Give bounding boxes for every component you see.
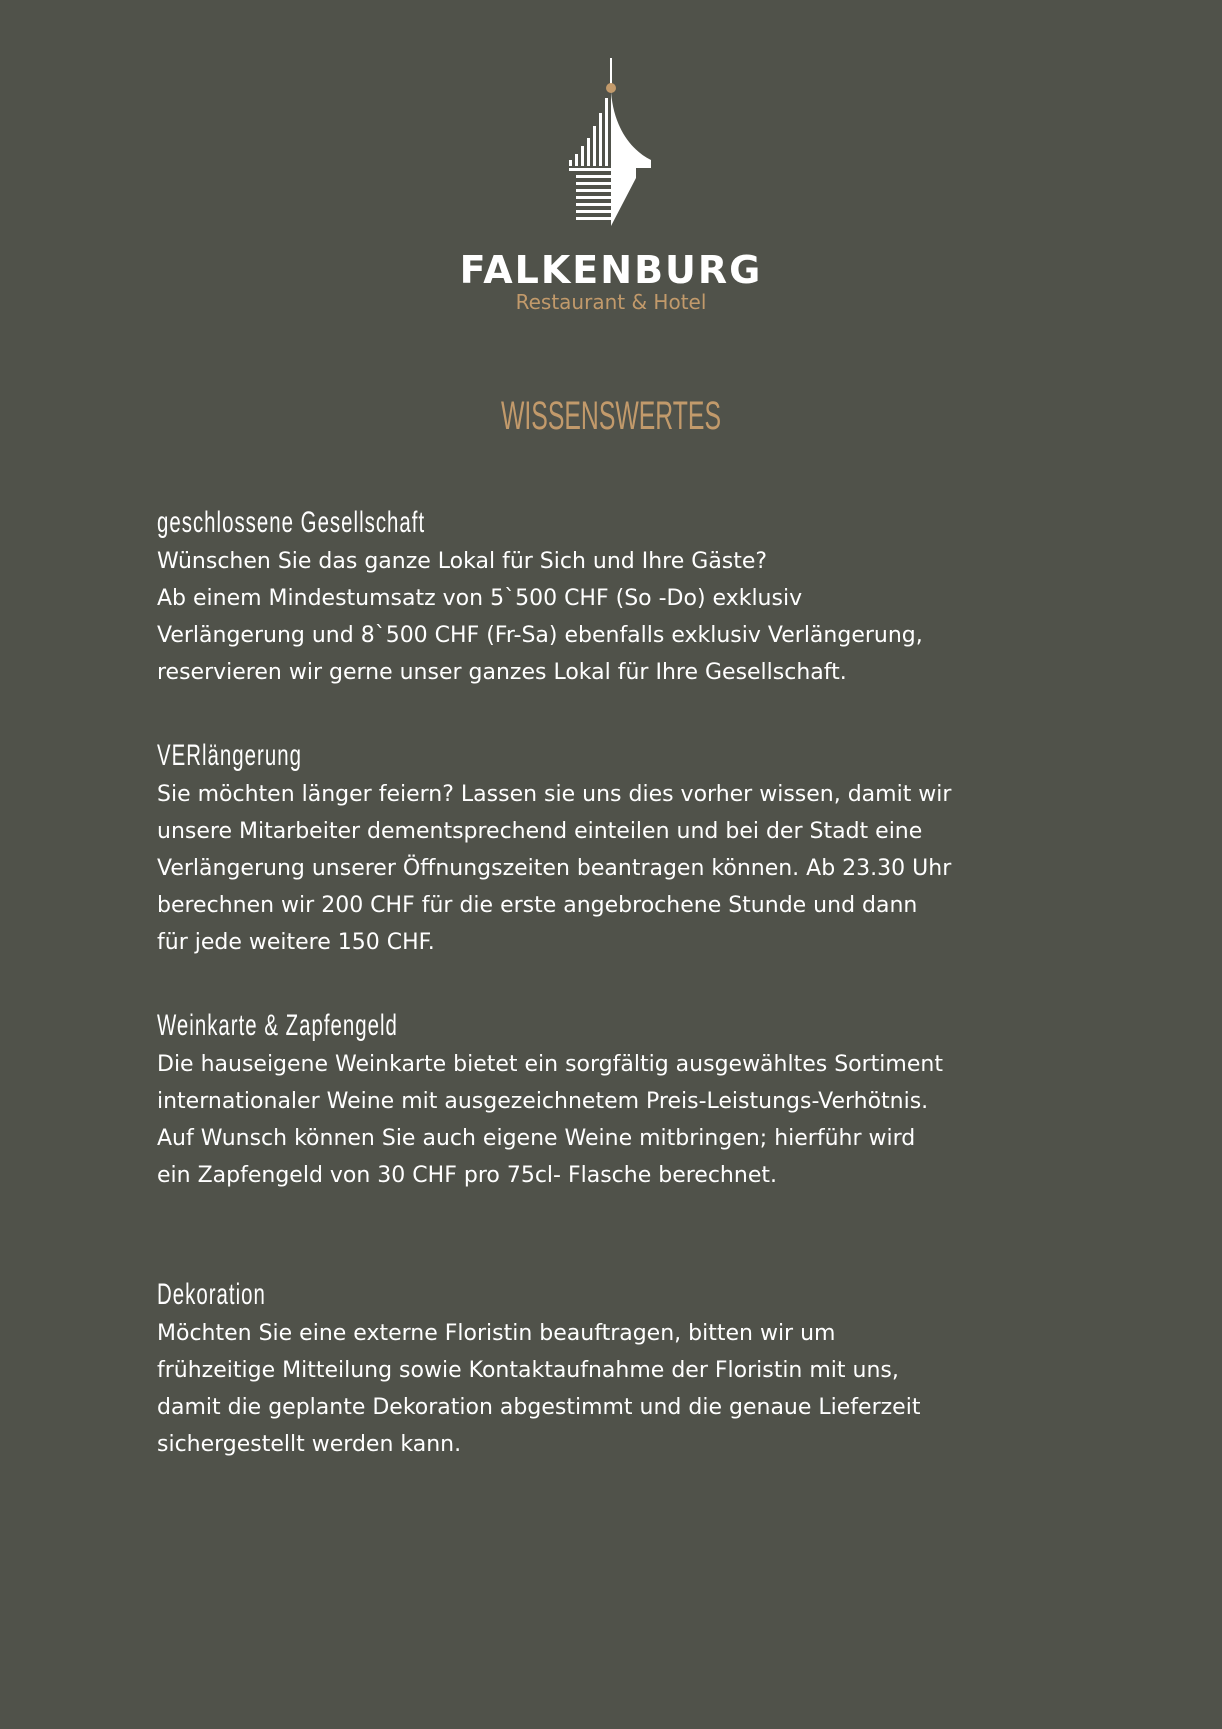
section-closed-party <box>157 505 1077 691</box>
section-decoration <box>157 1277 1077 1463</box>
page-title: WISSENSWERTES <box>500 394 722 438</box>
section-body: Wünschen Sie das ganze Lokal für Sich und Ihre Gäste? Ab einem Mindestumsatz von 5`500 CHF (So -Do) exklusiv Verlängerung und 8`500 CHF (Fr-Sa) ebenfalls exklusiv Verlängerung, reservieren wir gerne unser ganzes Lokal für Ihre Gesellschaft. <box>157 549 923 685</box>
section-heading: geschlossene Gesellschaft <box>157 506 426 539</box>
section-body: Die hauseigene Weinkarte bietet ein sorgfältig ausgewähltes Sortiment internationaler Weine mit ausgezeichnetem Preis-Leistungs-Verhötnis. Auf Wunsch können Sie auch eigene Weine mitbringen; hierführ wird ein Zapfengeld von 30 CHF pro 75cl- Flasche berechnet. <box>157 1052 943 1188</box>
section-body: Möchten Sie eine externe Floristin beauftragen, bitten wir um frühzeitige Mitteilung sowie Kontaktaufnahme der Floristin mit uns, damit die geplante Dekoration abgestimmt und die genaue Lieferzeit sichergestellt werden kann. <box>157 1321 921 1457</box>
section-body: Sie möchten länger feiern? Lassen sie uns dies vorher wissen, damit wir unsere Mitarbeiter dementsprechend einteilen und bei der Stadt eine Verlängerung unserer Öffnungszeiten beantragen können. Ab 23.30 Uhr berechnen wir 200 CHF für die erste angebrochene Stunde und dann für jede weitere 150 CHF. <box>157 782 952 955</box>
section-wine-list <box>157 1008 1077 1194</box>
section-extension <box>157 738 1077 961</box>
brand-name: FALKENBURG <box>459 248 763 292</box>
brand-logo <box>0 58 1222 314</box>
section-heading: VERlängerung <box>157 739 302 772</box>
section-heading: Weinkarte & Zapfengeld <box>157 1009 398 1042</box>
section-heading: Dekoration <box>157 1278 266 1311</box>
brand-subtitle: Restaurant & Hotel <box>515 290 707 314</box>
tower-logo-icon <box>556 58 666 230</box>
